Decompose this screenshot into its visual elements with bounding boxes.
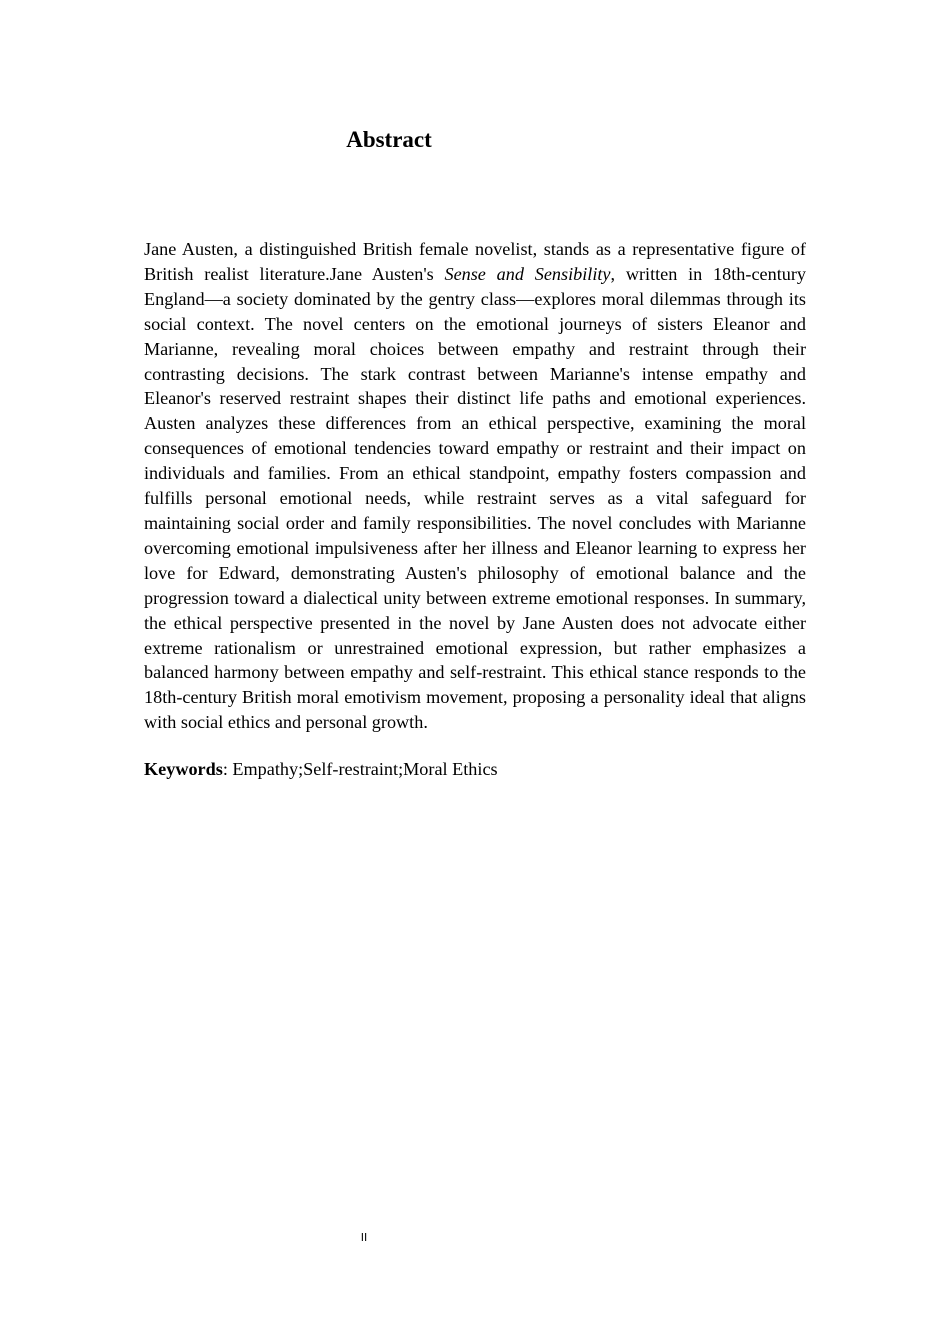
abstract-body xyxy=(144,237,806,735)
abstract-text-part-2: , written in 18th-century England—a society dominated by the gentry class—explores moral dilemmas through its social context. The novel centers on the emotional journeys of sisters Eleanor and Marianne, revealing moral choices between empathy and restraint through their contrasting decisions. The stark contrast between Marianne's intense empathy and Eleanor's reserved restraint shapes their distinct life paths and emotional experiences. Austen analyzes these differences from an ethical perspective, examining the moral consequences of emotional tendencies toward empathy or restraint and their impact on individuals and families. From an ethical standpoint, empathy fosters compassion and fulfills personal emotional needs, while restraint serves as a vital safeguard for maintaining social order and family responsibilities. The novel concludes with Marianne overcoming emotional impulsiveness after her illness and Eleanor learning to express her love for Edward, demonstrating Austen's philosophy of emotional balance and the progression toward a dialectical unity between extreme emotional responses. In summary, the ethical perspective presented in the novel by Jane Austen does not advocate either extreme rationalism or unrestrained emotional expression, but rather emphasizes a balanced harmony between empathy and self-restraint. This ethical stance responds to the 18th-century British moral emotivism movement, proposing a personality ideal that aligns with social ethics and personal growth. xyxy=(144,263,806,733)
abstract-text-part-1: Jane Austen, a distinguished British female novelist, stands as a representative figure of British realist literature.Jane Austen's xyxy=(144,239,806,284)
keywords-separator: : xyxy=(222,759,233,779)
keywords-label: Keywords xyxy=(144,759,223,779)
keywords-value: Empathy;Self-restraint;Moral Ethics xyxy=(232,759,498,779)
abstract-title: Abstract xyxy=(346,127,432,152)
page-number: II xyxy=(360,1231,368,1244)
keywords-line xyxy=(144,757,806,782)
novel-title-italic: Sense and Sensibility xyxy=(444,263,611,284)
